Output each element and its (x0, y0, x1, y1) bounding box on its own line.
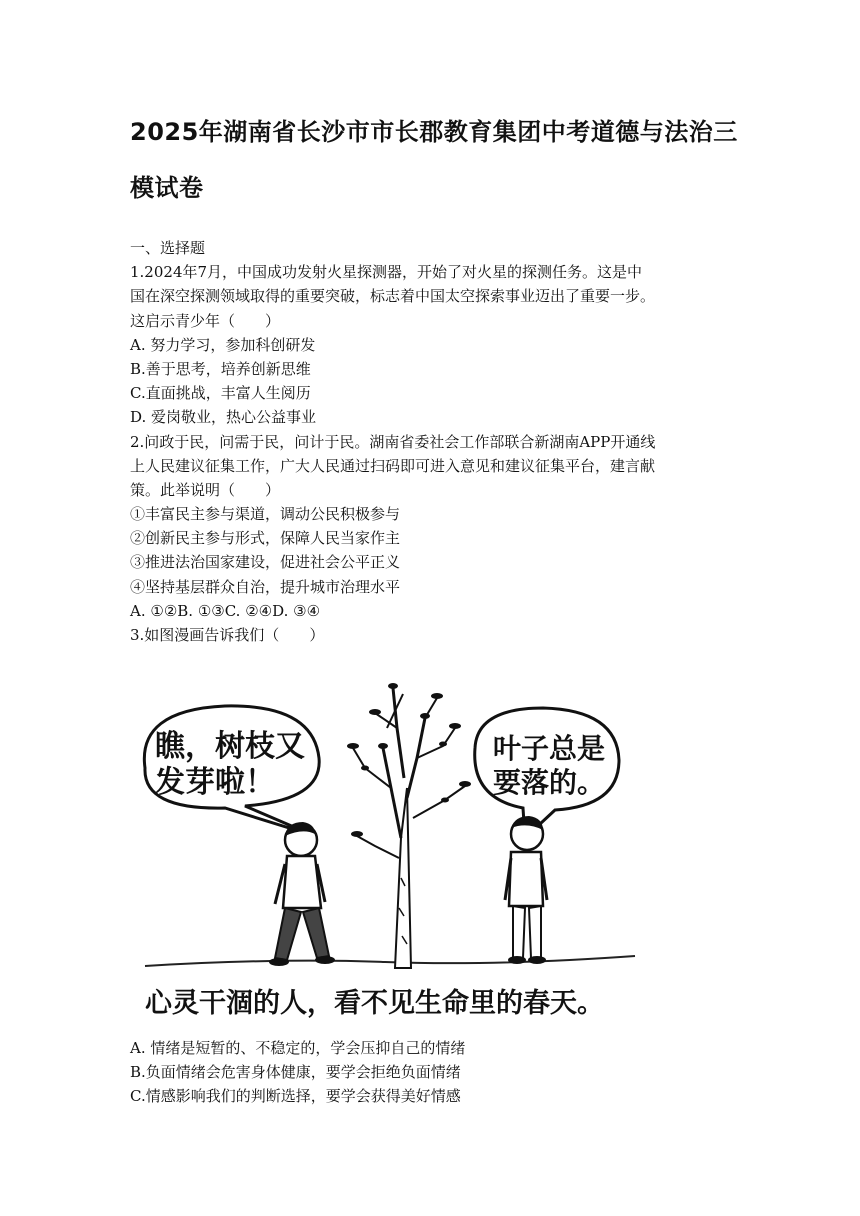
q3-options-block (130, 1036, 735, 1109)
cartoon-caption: 心灵干涸的人，看不见生命里的春天。 (145, 988, 604, 1019)
q2-options: A. ①②B. ①③C. ②④D. ③④ (130, 601, 321, 620)
q1-option-a: A. 努力学习，参加科创研发 (130, 335, 316, 354)
cartoon-illustration (125, 668, 645, 1028)
bubble-left-text-2: 发芽啦！ (155, 765, 275, 800)
q2-stem-line: 策。此举说明（ ） (130, 480, 281, 499)
q1-stem-line: 国在深空探测领域取得的重要突破，标志着中国太空探索事业迈出了重要一步。 (130, 287, 656, 306)
q2-statement-1: ①丰富民主参与渠道，调动公民积极参与 (130, 505, 401, 524)
boy-left-icon (269, 822, 335, 966)
ground-line (145, 956, 635, 966)
q2-statement-4: ④坚持基层群众自治，提升城市治理水平 (130, 577, 401, 596)
exam-title-line-2: 模试卷 (130, 174, 204, 202)
q1-stem-line: 1.2024年7月，中国成功发射火星探测器，开始了对火星的探测任务。这是中 (130, 263, 643, 282)
q3-stem: 3.如图漫画告诉我们（ ） (130, 626, 325, 644)
q2-stem-line: 上人民建议征集工作，广大人民通过扫码即可进入意见和建议征集平台，建言献 (130, 456, 656, 475)
boy-right-icon (505, 816, 547, 964)
question-2 (130, 430, 735, 624)
q3-option-c: C.情感影响我们的判断选择，要学会获得美好情感 (130, 1087, 461, 1106)
q1-option-c: C.直面挑战，丰富人生阅历 (130, 384, 311, 403)
questions-block (130, 236, 735, 647)
bubble-right-text-1: 叶子总是 (493, 732, 606, 765)
q3-option-a: A. 情绪是短暂的、不稳定的，学会压抑自己的情绪 (130, 1039, 466, 1057)
section-heading: 一、选择题 (130, 239, 206, 257)
bubble-left-text-1: 瞧，树枝又 (155, 729, 305, 764)
question-1 (130, 260, 735, 429)
exam-title (130, 104, 750, 216)
bubble-right-text-2: 要落的。 (493, 766, 606, 799)
tree-icon (347, 683, 471, 968)
q1-option-b: B.善于思考，培养创新思维 (130, 359, 311, 378)
q1-option-d: D. 爱岗敬业，热心公益事业 (130, 408, 317, 427)
q2-statement-2: ②创新民主参与形式，保障人民当家作主 (130, 529, 401, 548)
q1-stem-line: 这启示青少年（ ） (130, 311, 281, 330)
q3-option-b: B.负面情绪会危害身体健康，要学会拒绝负面情绪 (130, 1063, 461, 1082)
speech-bubble-right (475, 708, 619, 838)
exam-title-line-1: 2025年湖南省长沙市市长郡教育集团中考道德与法治三 (130, 118, 738, 146)
question-3 (130, 623, 735, 647)
q2-stem-line: 2.问政于民，问需于民，问计于民。湖南省委社会工作部联合新湖南APP开通线 (130, 432, 656, 451)
speech-bubble-left (144, 706, 319, 836)
cartoon-svg (125, 668, 645, 1028)
q2-statement-3: ③推进法治国家建设，促进社会公平正义 (130, 553, 401, 572)
